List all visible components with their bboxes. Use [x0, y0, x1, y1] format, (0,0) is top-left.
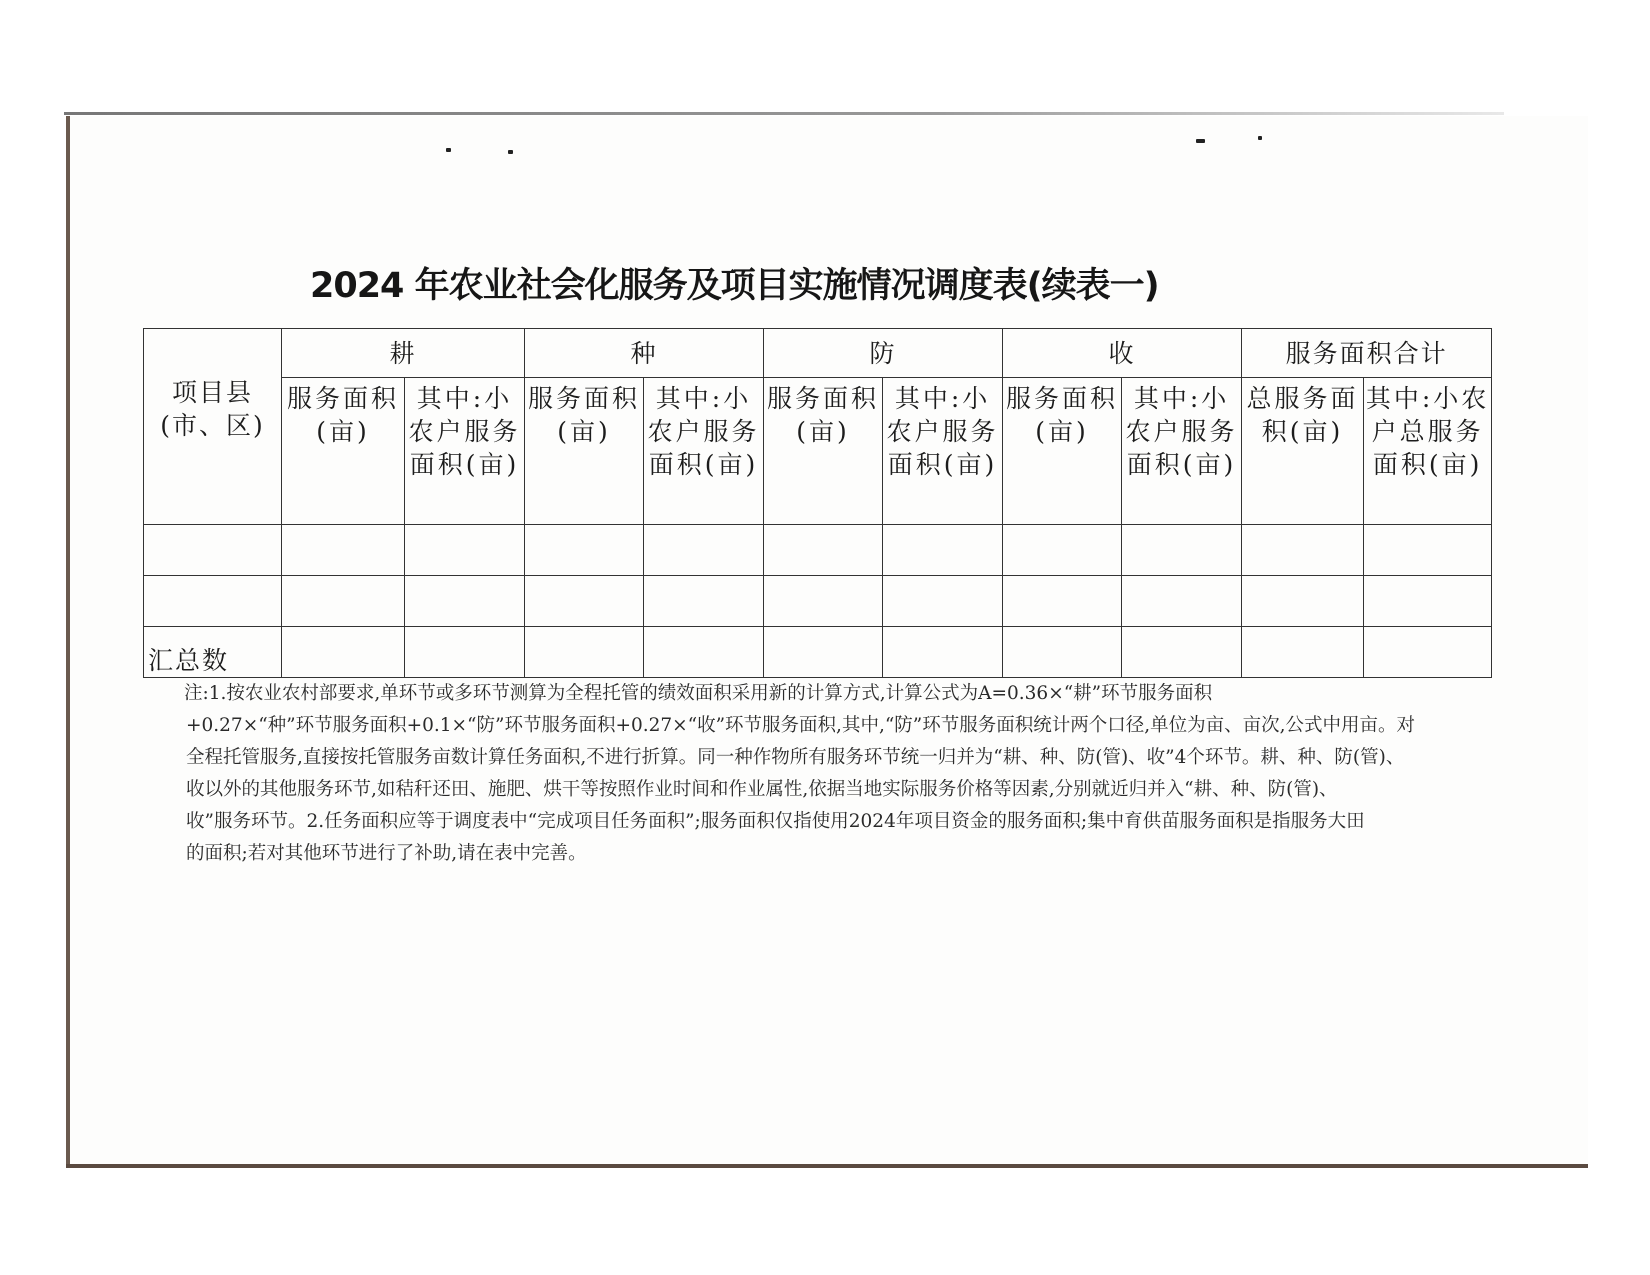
document-title: 2024 年农业社会化服务及项目实施情况调度表(续表一) [310, 266, 1159, 306]
footnote-line: 收”服务环节。2.任务面积应等于调度表中“完成项目任务面积”;服务面积仅指使用2024年项目资金的服务面积;集中育供苗服务面积是指服务大田 [186, 811, 1365, 832]
footnotes [186, 678, 1496, 870]
table-cell [1122, 576, 1242, 627]
table-cell [883, 576, 1003, 627]
scan-speck [1196, 139, 1205, 143]
table-cell [1242, 576, 1364, 627]
table-cell [764, 627, 883, 678]
table-row [144, 525, 1492, 576]
subheader-cell: 服务面积(亩) [282, 378, 405, 525]
table-cell [282, 576, 405, 627]
subheader-cell: 其中:小农户服务面积(亩) [405, 378, 525, 525]
table-cell [1003, 525, 1122, 576]
subheader-cell: 服务面积(亩) [764, 378, 883, 525]
footnote-line: 收以外的其他服务环节,如秸秆还田、施肥、烘干等按照作业时间和作业属性,依据当地实际服务价格等因素,分别就近归并入“耕、种、防(管)、 [186, 779, 1338, 800]
table-cell [282, 525, 405, 576]
subheader-cell: 其中:小农户服务面积(亩) [883, 378, 1003, 525]
footnote-line: 全程托管服务,直接按托管服务亩数计算任务面积,不进行折算。同一种作物所有服务环节统一归并为“耕、种、防(管)、收”4个环节。耕、种、防(管)、 [186, 747, 1405, 768]
table-cell [1242, 525, 1364, 576]
group-header-sow: 种 [525, 329, 764, 378]
table-cell [1003, 627, 1122, 678]
subheader-cell: 其中:小农户服务面积(亩) [1122, 378, 1242, 525]
footnote-line: 的面积;若对其他环节进行了补助,请在表中完善。 [186, 843, 587, 864]
table-cell [764, 576, 883, 627]
group-header-harvest: 收 [1003, 329, 1242, 378]
table-cell [282, 627, 405, 678]
table-cell [644, 576, 764, 627]
table-cell [405, 627, 525, 678]
subheader-cell: 总服务面积(亩) [1242, 378, 1364, 525]
table-cell [644, 627, 764, 678]
subheader-cell: 其中:小农户总服务面积(亩) [1364, 378, 1492, 525]
table-cell [405, 576, 525, 627]
table-row [144, 576, 1492, 627]
footnote-line: +0.27×“种”环节服务面积+0.1×“防”环节服务面积+0.27×“收”环节服务面积,其中,“防”环节服务面积统计两个口径,单位为亩、亩次,公式中用亩。对 [186, 715, 1415, 736]
footnote-line: 注:1.按农业农村部要求,单环节或多环节测算为全程托管的绩效面积采用新的计算方式,计算公式为A=0.36×“耕”环节服务面积 [184, 683, 1213, 704]
table-header-row [144, 329, 1492, 378]
table-cell [525, 627, 644, 678]
group-header-plough: 耕 [282, 329, 525, 378]
table-cell [1364, 627, 1492, 678]
table-cell [764, 525, 883, 576]
total-row-label: 汇总数 [144, 627, 282, 678]
group-header-total: 服务面积合计 [1242, 329, 1492, 378]
table-cell [1122, 627, 1242, 678]
subheader-cell: 服务面积(亩) [1003, 378, 1122, 525]
table-cell [1003, 576, 1122, 627]
scan-speck [508, 150, 513, 154]
table-cell [1364, 525, 1492, 576]
group-header-protect: 防 [764, 329, 1003, 378]
table-cell [644, 525, 764, 576]
table-cell [1242, 627, 1364, 678]
table-cell [525, 576, 644, 627]
scan-speck [1258, 136, 1262, 140]
subheader-cell: 服务面积(亩) [525, 378, 644, 525]
table-cell [883, 627, 1003, 678]
table-subheader-row [144, 378, 1492, 525]
table-cell [405, 525, 525, 576]
table-cell [525, 525, 644, 576]
scan-speck [446, 148, 451, 152]
table-cell [144, 576, 282, 627]
survey-table [143, 328, 1492, 678]
table-cell [1122, 525, 1242, 576]
county-header: 项目县(市、区) [144, 329, 282, 525]
table-total-row [144, 627, 1492, 678]
table-cell [144, 525, 282, 576]
table-cell [1364, 576, 1492, 627]
subheader-cell: 其中:小农户服务面积(亩) [644, 378, 764, 525]
table-cell [883, 525, 1003, 576]
